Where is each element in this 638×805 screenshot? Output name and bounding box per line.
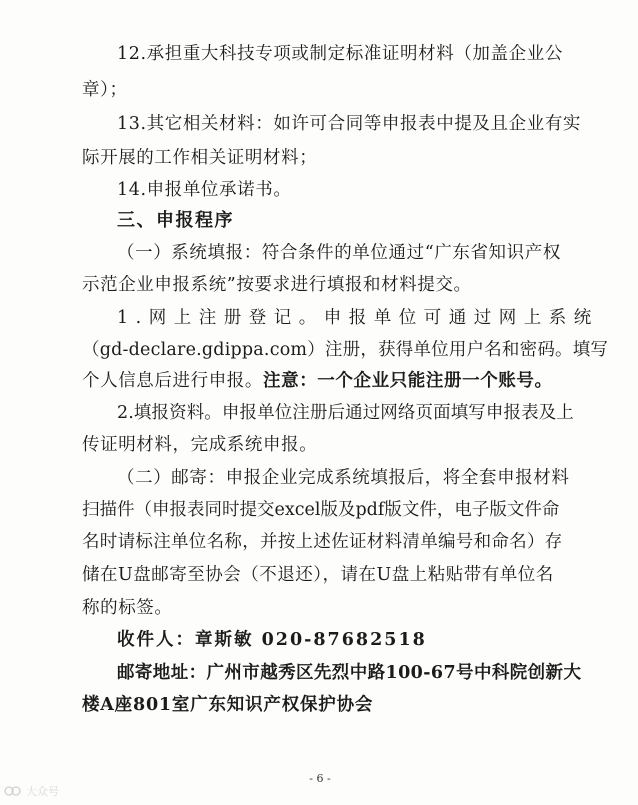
item-14: 14.申报单位承诺书。: [117, 180, 292, 200]
address-line-1: 邮寄地址：广州市越秀区先烈中路100-67号中科院创新大: [117, 663, 582, 683]
step-2-line-2: 传证明材料，完成系统申报。: [82, 435, 318, 455]
item-13-line-1: 13.其它相关材料：如许可合同等申报表中提及且企业有实: [117, 114, 582, 134]
mail-line-3: 名时请标注单位名称，并按上述佐证材料清单编号和命名）存: [82, 532, 563, 552]
item-13-line-2: 际开展的工作相关证明材料；: [82, 148, 318, 168]
item-12-line-1: 12.承担重大科技专项或制定标准证明材料（加盖企业公: [117, 44, 563, 64]
page-number: - 6 -: [309, 772, 331, 785]
watermark: [4, 783, 59, 799]
section-heading-procedure: 三、申报程序: [117, 210, 234, 231]
step-1-line-3: [82, 369, 553, 393]
mail-line-5: 称的标签。: [82, 598, 173, 618]
step-2-line-1: 2.填报资料。申报单位注册后通过网络页面填写申报表及上: [117, 403, 574, 423]
step-1-line-1: 1.网上注册登记。申报单位可通过网上系统: [117, 308, 599, 328]
mail-line-4: 储在U盘邮寄至协会（不退还），请在U盘上粘贴带有单位名: [82, 565, 554, 585]
watermark-text: 大众号: [26, 785, 59, 798]
step-1-line-2: （gd-declare.gdippa.com）注册，获得单位用户名和密码。填写: [82, 340, 609, 360]
step-1-line-3-text: 个人信息后进行申报。: [82, 371, 263, 391]
mail-line-1: （二）邮寄：申报企业完成系统填报后，将全套申报材料: [117, 468, 570, 488]
watermark-logo-icon: [4, 784, 22, 798]
item-12-line-2: 章）；: [82, 80, 128, 100]
mail-line-2: 扫描件（申报表同时提交excel版及pdf版文件，电子版文件命: [82, 500, 560, 520]
address-line-2: 楼A座801室广东知识产权保护协会: [82, 695, 374, 715]
recipient-line: 收件人：章斯敏 020-87682518: [117, 630, 427, 650]
system-fill-line-1: （一）系统填报：符合条件的单位通过“广东省知识产权: [117, 243, 561, 263]
notice-text: 注意：一个企业只能注册一个账号。: [263, 371, 553, 391]
system-fill-line-2: 示范企业申报系统”按要求进行填报和材料提交。: [82, 275, 472, 295]
